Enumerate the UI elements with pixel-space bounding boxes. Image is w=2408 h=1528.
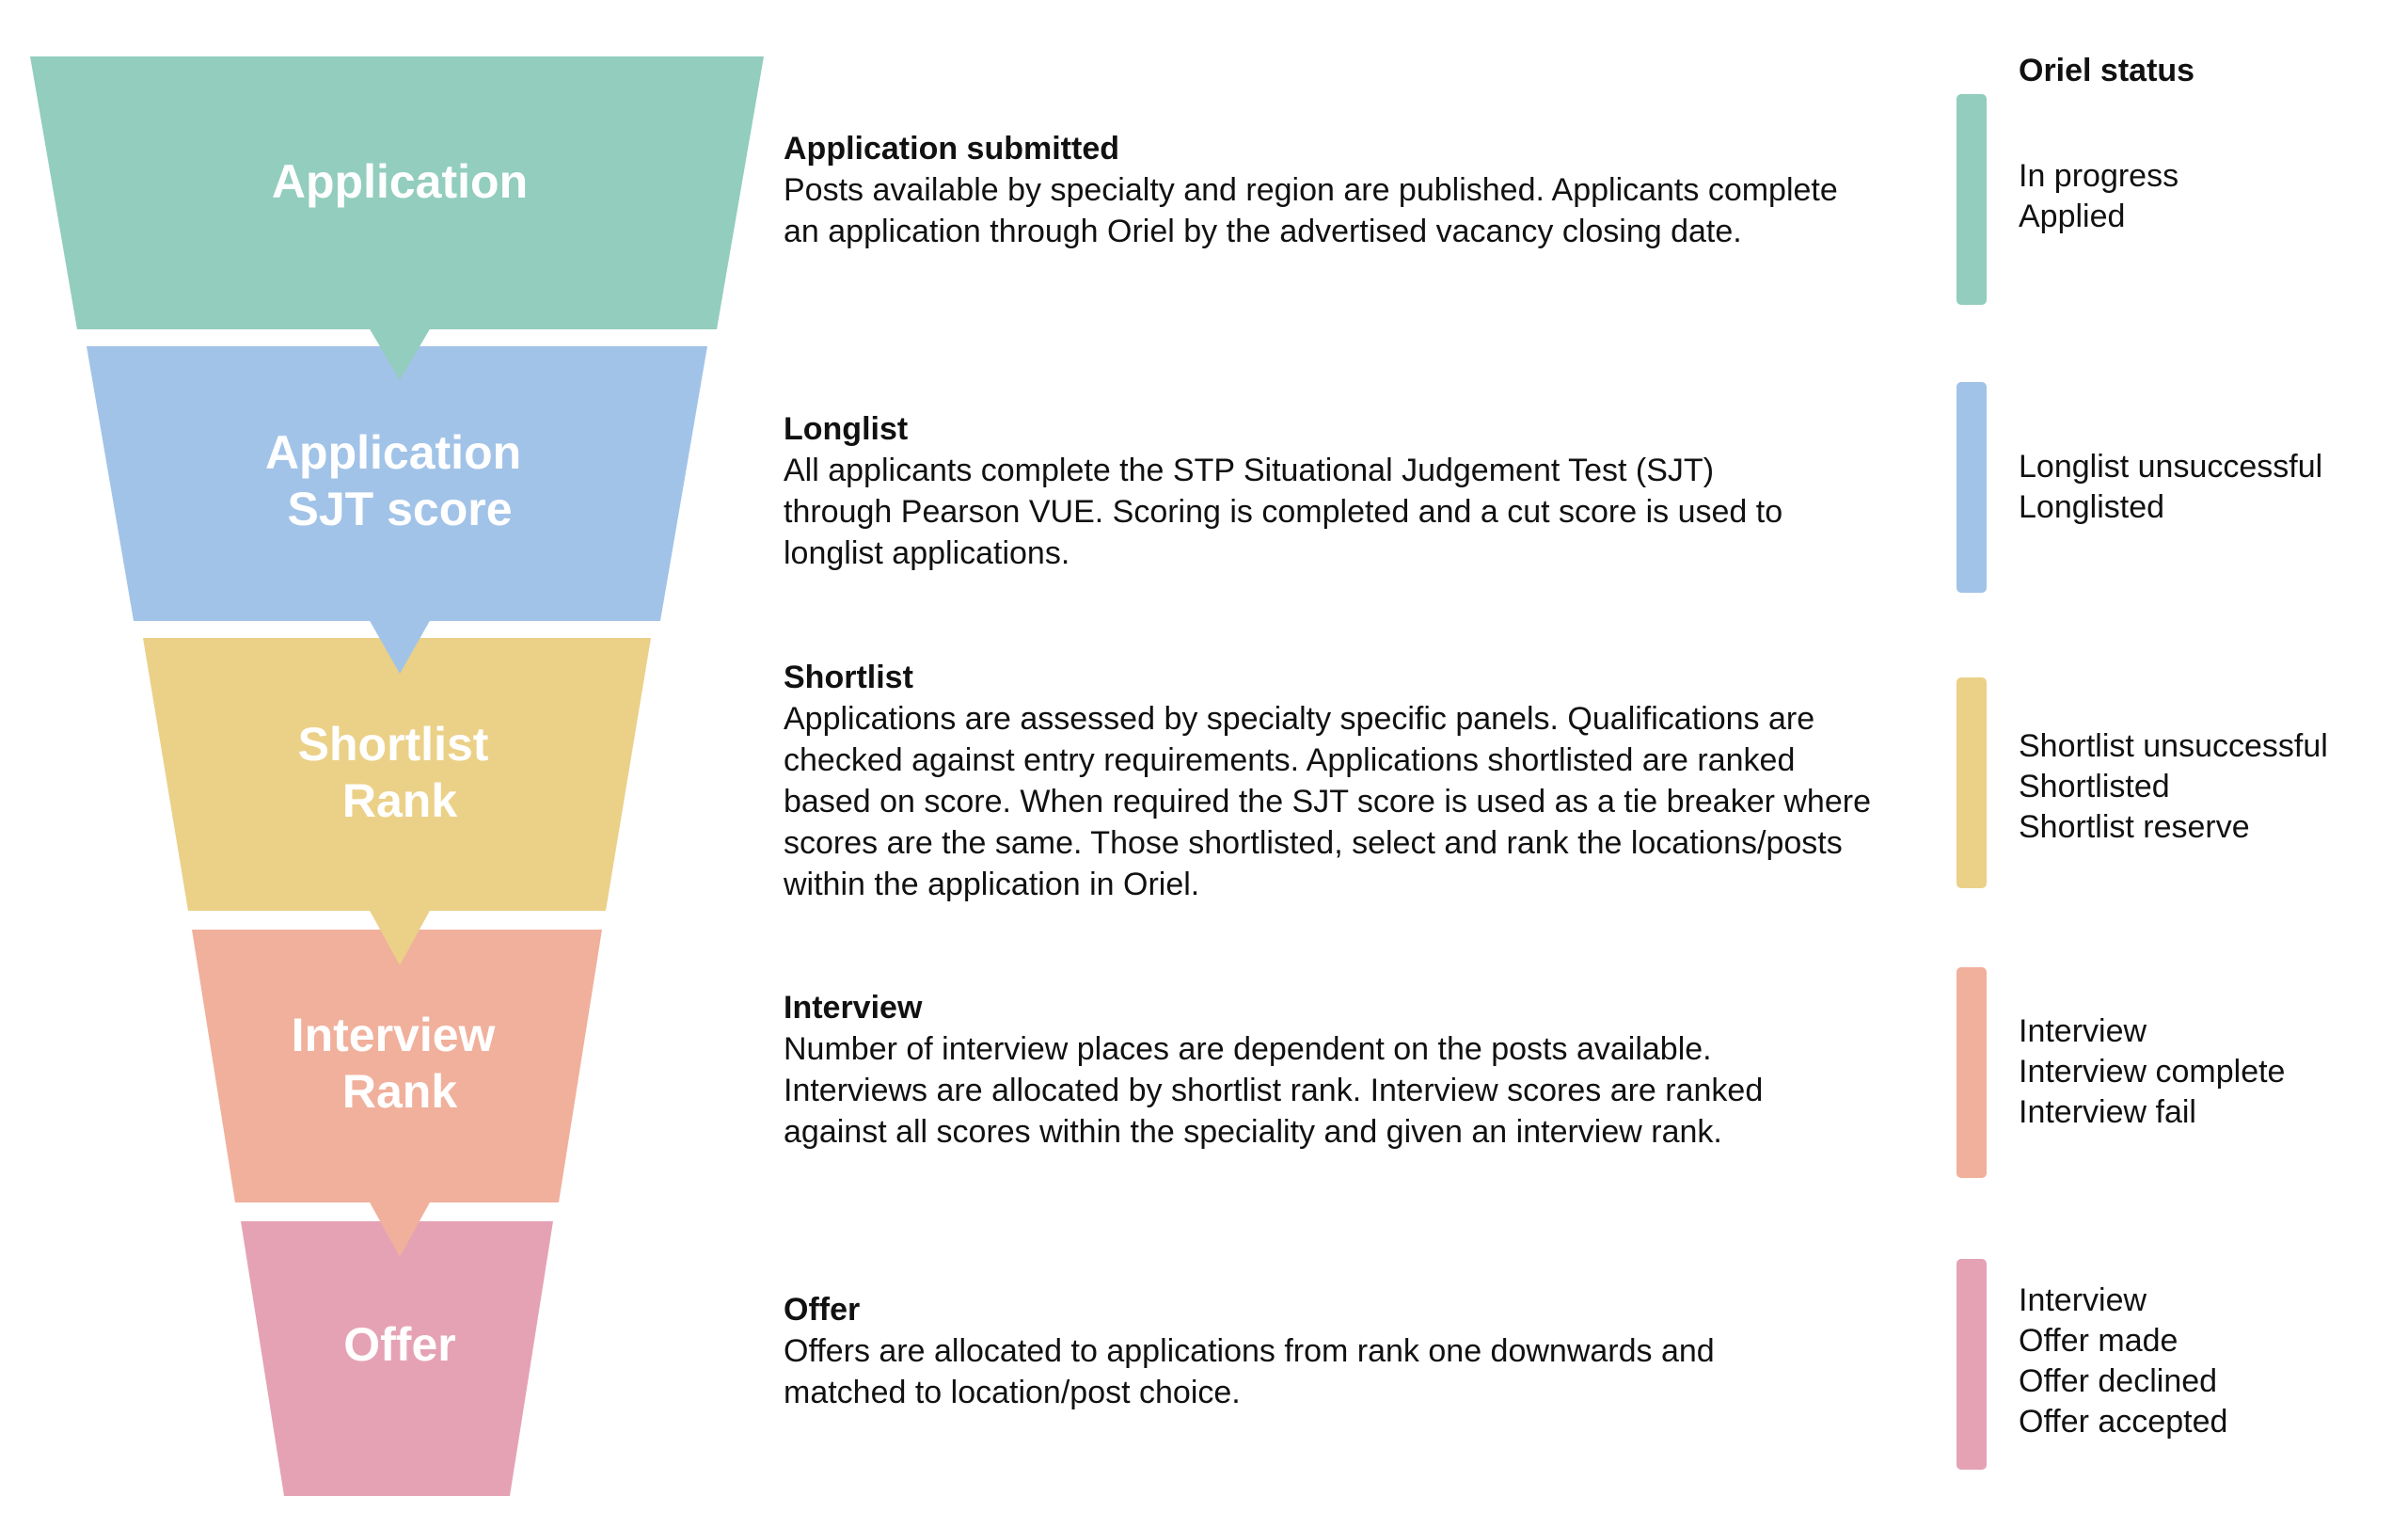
description-title: Interview [784,990,923,1026]
funnel-stage-label-line: SJT score [287,483,513,535]
description-shortlist [784,657,1931,905]
funnel-stage-label-line: Application [264,426,522,479]
description-line: Applications are assessed by specialty specific panels. Qualifications are [784,701,1815,737]
status-item: Shortlisted [2019,769,2170,804]
description-line: matched to location/post choice. [784,1375,1241,1410]
status-color-bar [1956,94,1987,305]
description-line: against all scores within the speciality and given an interview rank. [784,1114,1722,1150]
status-item: Longlist unsuccessful [2019,449,2323,485]
funnel-stage-interview-rank [192,930,602,1202]
status-item: Offer declined [2019,1363,2218,1399]
description-title: Shortlist [784,660,913,695]
description-title: Application submitted [784,131,1119,167]
svg-text:Offer [343,1318,455,1371]
funnel-stage-offer [241,1221,553,1496]
description-line: through Pearson VUE. Scoring is completed and a cut score is used to [784,494,1783,530]
oriel-status-header: Oriel status [2019,53,2195,88]
description-interview [784,987,1931,1153]
status-list-offer [2019,1281,2227,1442]
description-line: longlist applications. [784,535,1070,571]
description-line: Number of interview places are dependent on the posts available. [784,1031,1712,1067]
status-item: Shortlist reserve [2019,809,2250,845]
description-line: scores are the same. Those shortlisted, select and rank the locations/posts [784,825,1843,861]
description-application-submitted [784,128,1931,252]
status-item: Interview fail [2019,1094,2196,1130]
funnel-stage-application-sjt-score [87,346,707,621]
status-list-shortlist [2019,726,2328,848]
funnel-stage-label-line: Shortlist [297,718,489,771]
status-item: Offer accepted [2019,1404,2228,1440]
funnel-stage-label-line: Rank [341,1065,458,1118]
status-item: Shortlist unsuccessful [2019,728,2328,764]
status-color-bar [1956,677,1987,888]
funnel-stage-label-line: Offer [343,1318,456,1371]
status-list-application [2019,156,2178,237]
description-offer [784,1289,1931,1413]
svg-text:Application [272,155,528,208]
status-item: In progress [2019,158,2179,194]
description-title: Offer [784,1292,861,1328]
description-line: Posts available by specialty and region are published. Applicants complete [784,172,1838,208]
description-title: Longlist [784,411,909,447]
description-longlist [784,408,1931,574]
funnel-stage-label-line: Rank [341,774,458,827]
status-item: Interview [2019,1282,2147,1318]
funnel-stage-shortlist-rank [143,638,651,911]
status-color-bar [1956,1259,1987,1470]
description-line: within the application in Oriel. [784,867,1200,902]
funnel-stage-application [30,56,764,329]
status-item: Longlisted [2019,489,2165,525]
status-color-bar [1956,382,1987,593]
funnel-stage-label-line: Application [271,155,529,208]
status-list-interview [2019,1011,2285,1133]
description-line: Offers are allocated to applications from rank one downwards and [784,1333,1715,1369]
status-item: Interview complete [2019,1054,2286,1090]
description-line: All applicants complete the STP Situational Judgement Test (SJT) [784,453,1715,488]
funnel-diagram [0,0,790,1528]
status-item: Applied [2019,199,2126,234]
status-color-bar [1956,967,1987,1178]
status-item: Interview [2019,1013,2147,1049]
description-line: Interviews are allocated by shortlist rank. Interview scores are ranked [784,1073,1764,1108]
description-line: an application through Oriel by the advertised vacancy closing date. [784,214,1742,249]
funnel-stage-label-line: Interview [291,1009,496,1061]
status-list-longlist [2019,447,2322,528]
status-item: Offer made [2019,1323,2178,1359]
description-line: checked against entry requirements. Applications shortlisted are ranked [784,742,1796,778]
description-line: based on score. When required the SJT score is used as a tie breaker where [784,784,1871,820]
